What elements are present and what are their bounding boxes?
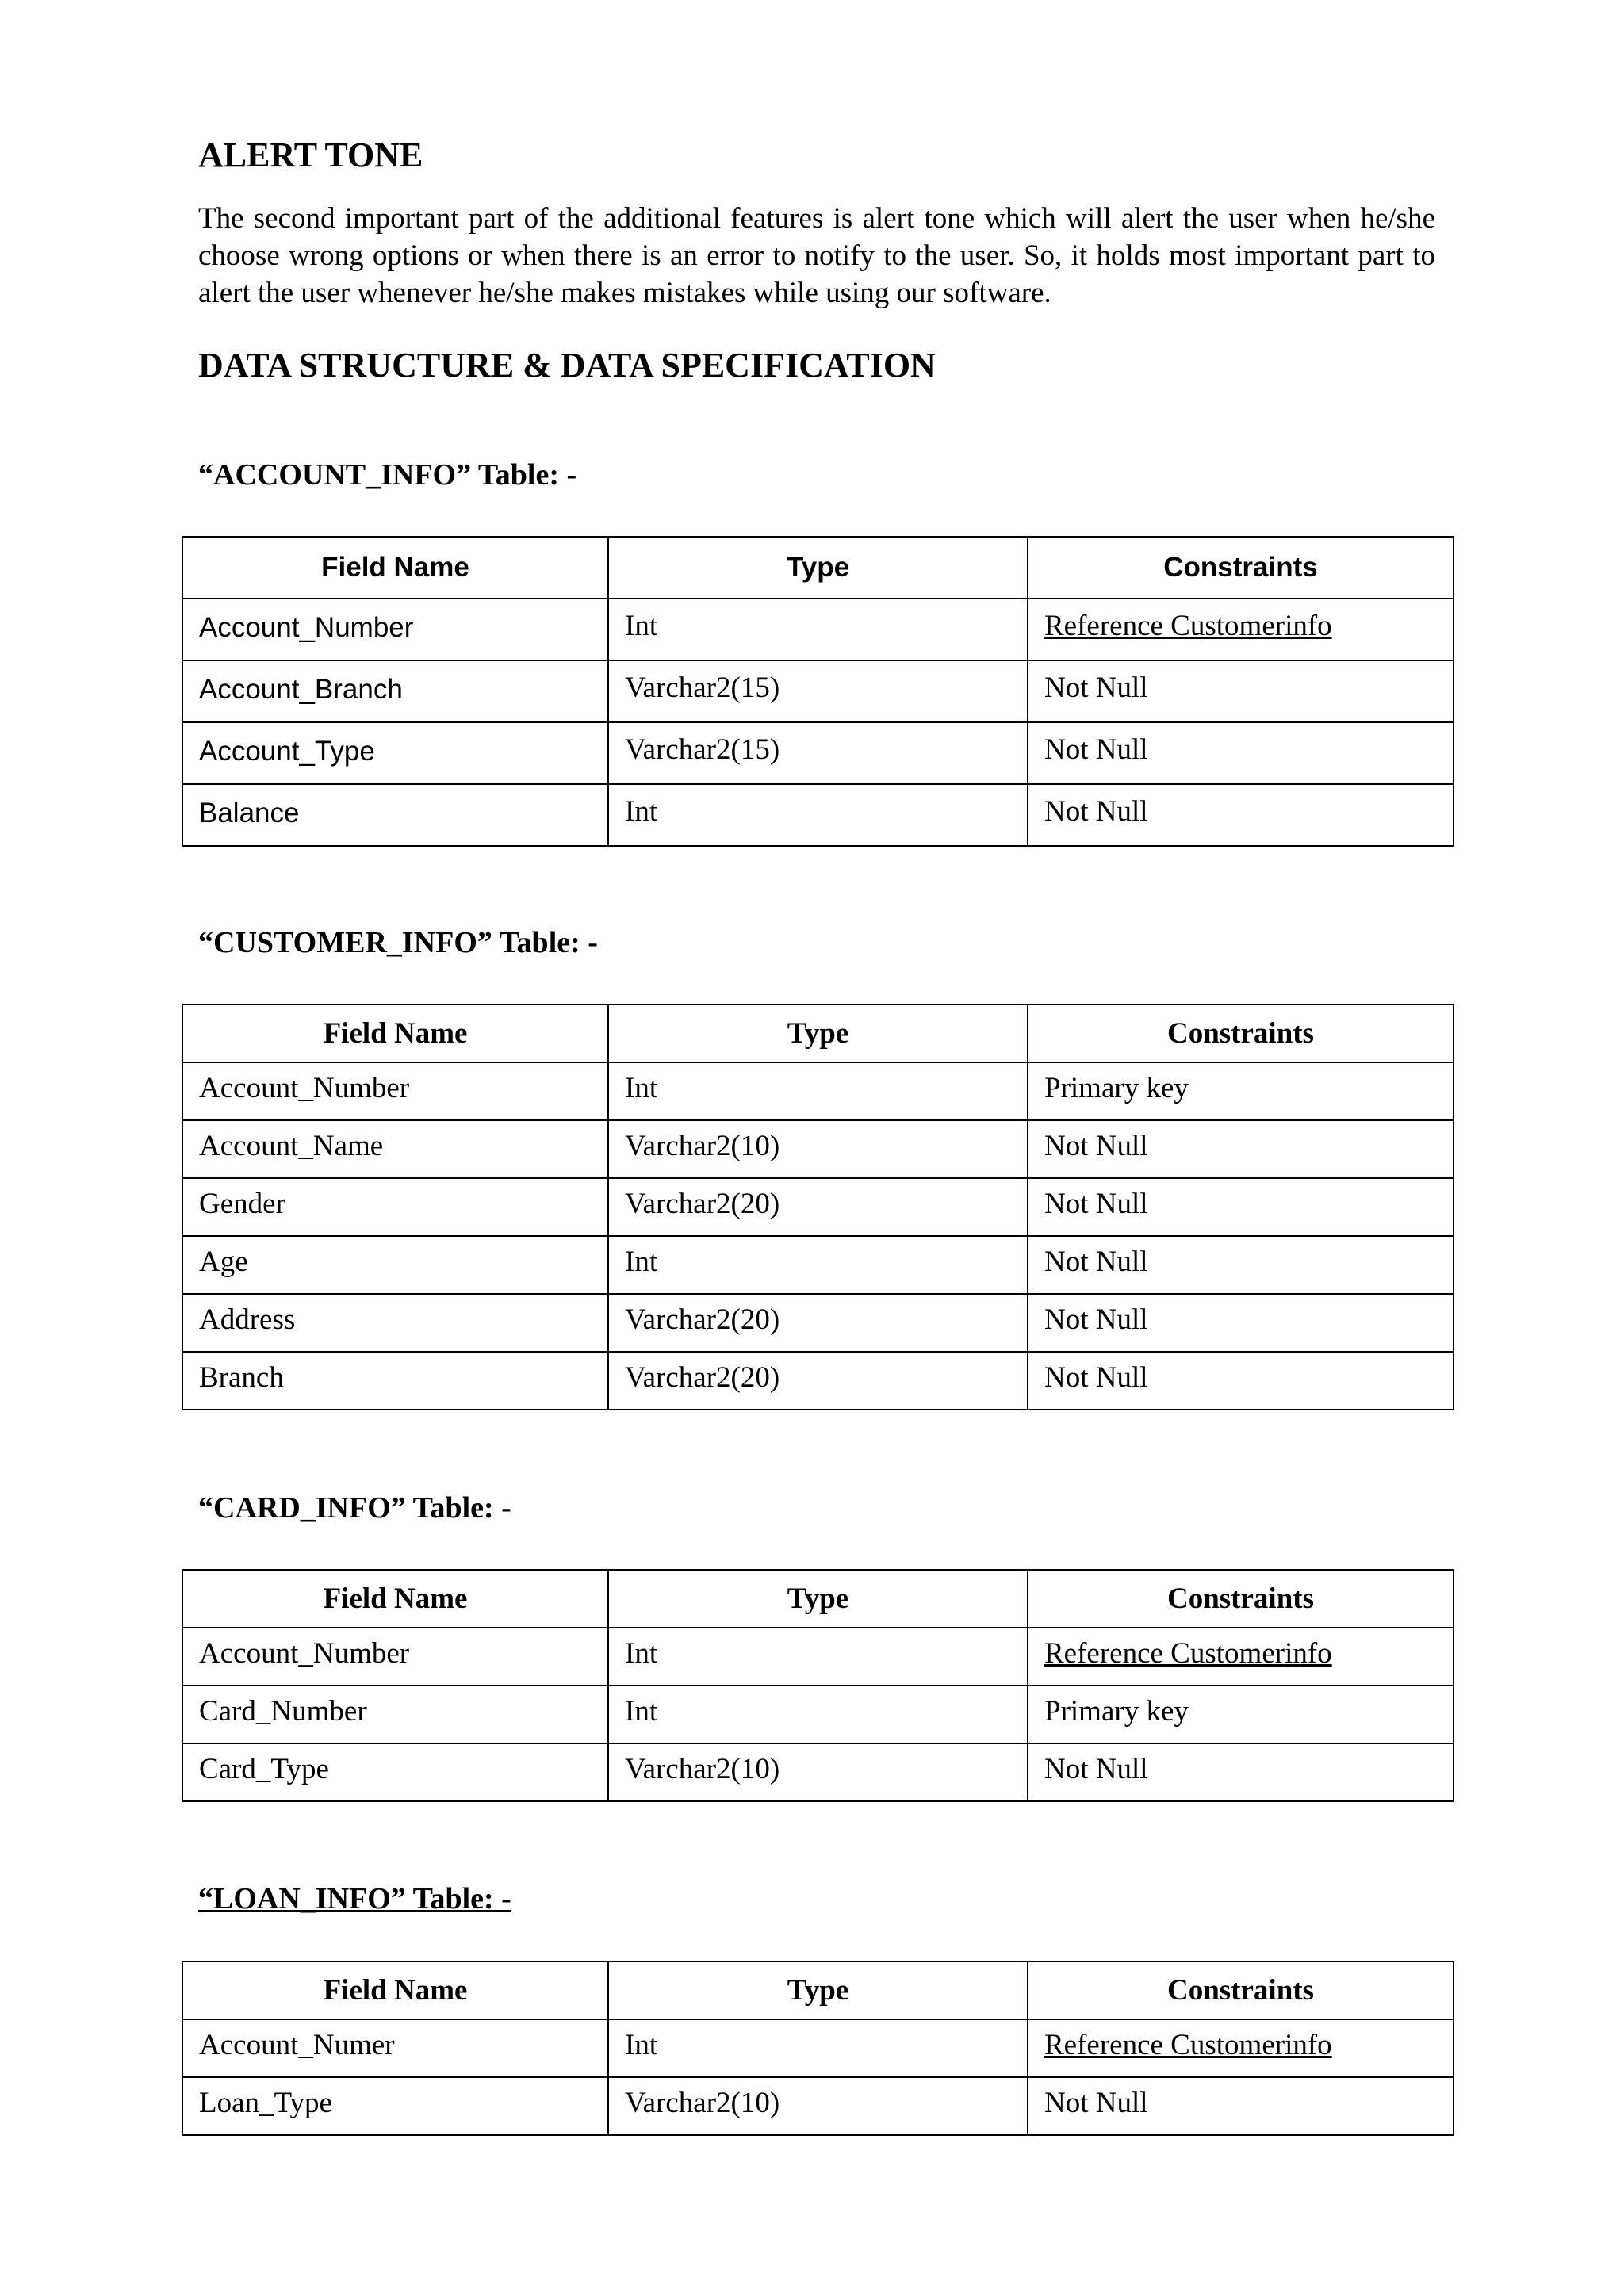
- field-name-cell: Account_Number: [182, 1628, 608, 1686]
- table-header-row: [182, 1961, 1454, 2019]
- constraint-cell: Not Null: [1028, 1236, 1454, 1294]
- field-name-cell: Account_Numer: [182, 2019, 608, 2077]
- table-row: [182, 1352, 1454, 1410]
- type-cell: Int: [608, 784, 1028, 846]
- constraint-cell: Primary key: [1028, 1686, 1454, 1743]
- loan-info-title: “LOAN_INFO” Table: -: [198, 1882, 511, 1915]
- table-row: [182, 1062, 1454, 1120]
- field-name-cell: Balance: [182, 784, 608, 846]
- field-name-cell: Card_Type: [182, 1743, 608, 1801]
- header-type: Type: [608, 1961, 1028, 2019]
- customer-info-title: “CUSTOMER_INFO” Table: -: [198, 926, 598, 959]
- type-cell: Int: [608, 1236, 1028, 1294]
- header-constraints: Constraints: [1028, 1004, 1454, 1062]
- data-structure-heading: DATA STRUCTURE & DATA SPECIFICATION: [198, 346, 936, 385]
- table-row: [182, 1120, 1454, 1178]
- loan-info-table: [182, 1961, 1454, 2136]
- type-cell: Varchar2(20): [608, 1294, 1028, 1352]
- constraint-cell: Not Null: [1028, 1294, 1454, 1352]
- constraint-cell: Reference Customerinfo: [1028, 1628, 1454, 1686]
- table-header-row: [182, 1570, 1454, 1628]
- type-cell: Int: [608, 1062, 1028, 1120]
- table-row: [182, 784, 1454, 846]
- type-cell: Varchar2(10): [608, 1120, 1028, 1178]
- field-name-cell: Address: [182, 1294, 608, 1352]
- field-name-cell: Account_Name: [182, 1120, 608, 1178]
- table-row: [182, 660, 1454, 722]
- type-cell: Varchar2(15): [608, 722, 1028, 784]
- header-constraints: Constraints: [1028, 537, 1454, 599]
- alert-tone-heading: ALERT TONE: [198, 136, 423, 174]
- table-row: [182, 2077, 1454, 2135]
- type-cell: Varchar2(10): [608, 2077, 1028, 2135]
- type-cell: Int: [608, 1686, 1028, 1743]
- field-name-cell: Card_Number: [182, 1686, 608, 1743]
- constraint-cell: Not Null: [1028, 1743, 1454, 1801]
- field-name-cell: Branch: [182, 1352, 608, 1410]
- table-row: [182, 1743, 1454, 1801]
- card-info-table: [182, 1569, 1454, 1802]
- constraint-cell: Not Null: [1028, 784, 1454, 846]
- header-constraints: Constraints: [1028, 1961, 1454, 2019]
- type-cell: Varchar2(15): [608, 660, 1028, 722]
- type-cell: Varchar2(10): [608, 1743, 1028, 1801]
- type-cell: Int: [608, 599, 1028, 660]
- constraint-cell: Reference Customerinfo: [1028, 599, 1454, 660]
- table-header-row: [182, 1004, 1454, 1062]
- table-row: [182, 2019, 1454, 2077]
- type-cell: Varchar2(20): [608, 1178, 1028, 1236]
- account-info-title: “ACCOUNT_INFO” Table: -: [198, 458, 577, 492]
- table-row: [182, 599, 1454, 660]
- field-name-cell: Account_Type: [182, 722, 608, 784]
- alert-tone-paragraph: The second important part of the additional features is alert tone which will alert the user when he/she choose wrong options or when there is an error to notify to the user. So, it holds most important part to alert the user whenever he/she makes mistakes while using our software.: [198, 202, 1435, 309]
- constraint-cell: Not Null: [1028, 722, 1454, 784]
- type-cell: Int: [608, 2019, 1028, 2077]
- header-type: Type: [608, 1570, 1028, 1628]
- header-type: Type: [608, 1004, 1028, 1062]
- table-row: [182, 722, 1454, 784]
- field-name-cell: Loan_Type: [182, 2077, 608, 2135]
- table-row: [182, 1236, 1454, 1294]
- header-field-name: Field Name: [182, 1961, 608, 2019]
- constraint-cell: Not Null: [1028, 660, 1454, 722]
- field-name-cell: Account_Number: [182, 599, 608, 660]
- table-row: [182, 1294, 1454, 1352]
- header-field-name: Field Name: [182, 1570, 608, 1628]
- customer-info-table: [182, 1004, 1454, 1410]
- field-name-cell: Account_Branch: [182, 660, 608, 722]
- type-cell: Int: [608, 1628, 1028, 1686]
- constraint-cell: Not Null: [1028, 1178, 1454, 1236]
- table-row: [182, 1686, 1454, 1743]
- constraint-cell: Reference Customerinfo: [1028, 2019, 1454, 2077]
- header-constraints: Constraints: [1028, 1570, 1454, 1628]
- constraint-cell: Not Null: [1028, 1120, 1454, 1178]
- account-info-table: [182, 536, 1454, 847]
- field-name-cell: Gender: [182, 1178, 608, 1236]
- table-header-row: [182, 537, 1454, 599]
- field-name-cell: Account_Number: [182, 1062, 608, 1120]
- constraint-cell: Not Null: [1028, 2077, 1454, 2135]
- card-info-title: “CARD_INFO” Table: -: [198, 1491, 511, 1525]
- header-type: Type: [608, 537, 1028, 599]
- constraint-cell: Not Null: [1028, 1352, 1454, 1410]
- header-field-name: Field Name: [182, 537, 608, 599]
- header-field-name: Field Name: [182, 1004, 608, 1062]
- constraint-cell: Primary key: [1028, 1062, 1454, 1120]
- type-cell: Varchar2(20): [608, 1352, 1028, 1410]
- table-row: [182, 1178, 1454, 1236]
- field-name-cell: Age: [182, 1236, 608, 1294]
- table-row: [182, 1628, 1454, 1686]
